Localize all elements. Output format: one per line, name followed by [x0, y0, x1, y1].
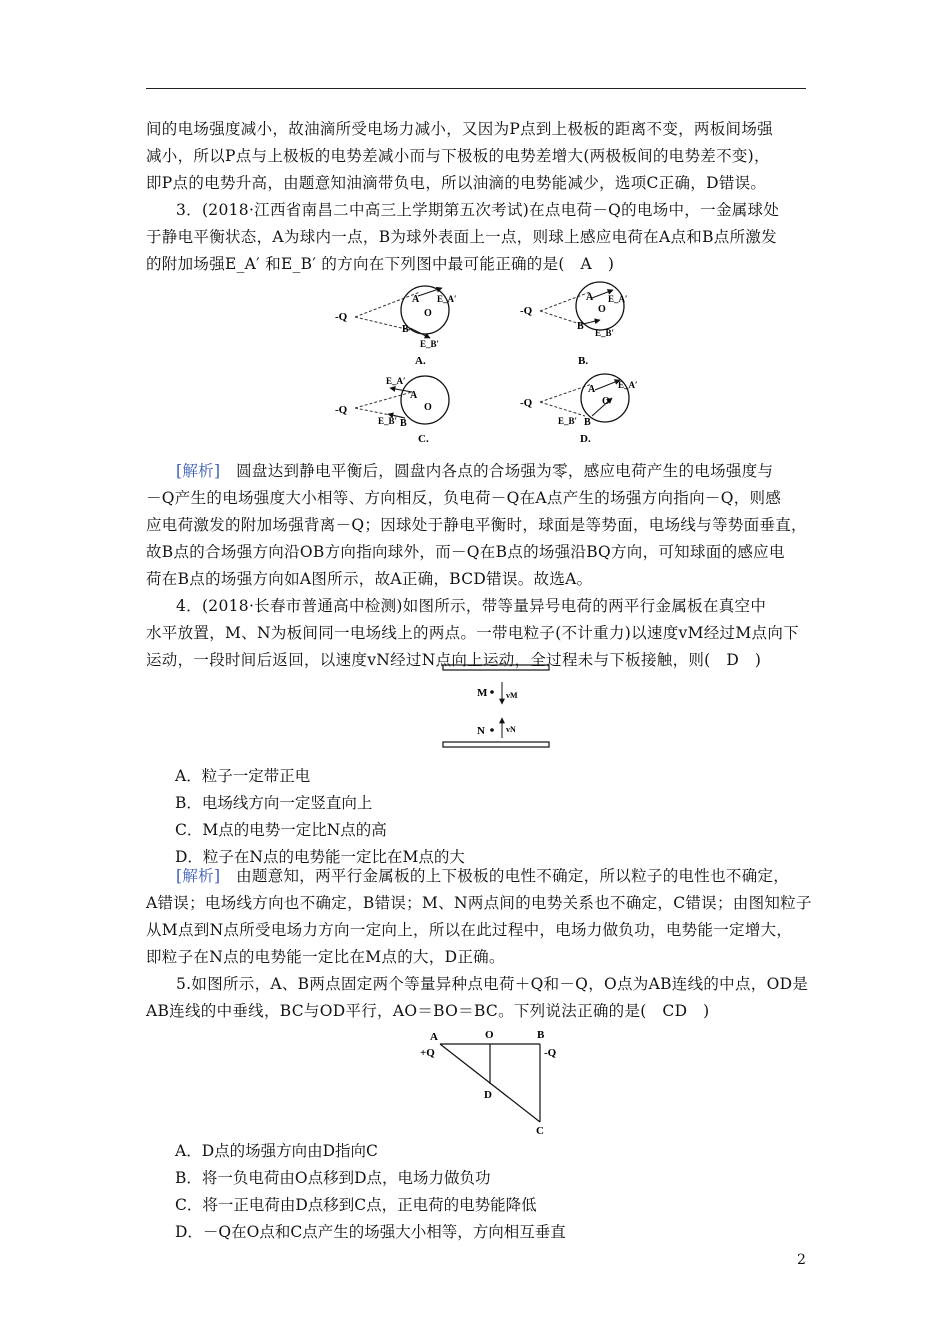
field-label: E_A′ [608, 294, 628, 304]
q5-option-c: C．将一正电荷由D点移到C点，正电荷的电势能降低 [175, 1196, 537, 1214]
charge-label: -Q [335, 404, 348, 416]
q3-diagram-c [335, 376, 449, 445]
q3-diagram-d [520, 374, 638, 445]
text-line: 减小，所以P点与上极板的电势差减小而与下极板的电势差增大(两极板间的电势差不变)， [146, 147, 770, 165]
charge-label: -Q [520, 305, 533, 317]
q4-option-c: C．M点的电势一定比N点的高 [175, 821, 387, 839]
q4-figure [440, 662, 555, 754]
text-line: 荷在B点的场强方向如A图所示，故A正确，BCD错误。故选A。 [146, 570, 593, 588]
caption: A. [415, 355, 426, 367]
q5-figure [418, 1026, 578, 1137]
q5-option-b: B．将一负电荷由O点移到D点，电场力做负功 [175, 1169, 491, 1187]
field-label: E_B′ [420, 339, 440, 349]
q3-figure [330, 280, 638, 450]
text-line: 运动，一段时间后返回，以速度vN经过N点向上运动，全过程未与下板接触，则( D ) [146, 651, 762, 669]
text-line: 即粒子在N点的电势能一定比在M点的大，D正确。 [146, 948, 505, 966]
question-3 [146, 197, 806, 278]
point-label: B [577, 321, 584, 332]
charge-label: +Q [420, 1047, 435, 1059]
q4-option-b: B．电场线方向一定竖直向上 [175, 794, 373, 812]
field-label: E_A′ [386, 376, 406, 386]
field-label: E_B′ [378, 416, 398, 426]
text-line: 3．(2018·江西省南昌二中高三上学期第五次考试)在点电荷－Q的电场中，一金属球处 [176, 201, 780, 219]
intro-paragraph [146, 116, 806, 197]
q4-option-d: D．粒子在N点的电势能一定比在M点的大 [175, 848, 465, 866]
point-label: B [584, 417, 591, 428]
point-label: N [477, 725, 485, 737]
point-label: B [402, 324, 409, 335]
point-label: A [430, 1031, 438, 1043]
charge-label: -Q [335, 311, 348, 323]
text-line: 圆盘达到静电平衡后，圆盘内各点的合场强为零，感应电荷产生的电场强度与 [236, 462, 774, 480]
point-label: D [484, 1089, 492, 1101]
text-line: 于静电平衡状态，A为球内一点，B为球外表面上一点，则球上感应电荷在A点和B点所激发 [146, 228, 777, 246]
point-label: B [537, 1029, 545, 1041]
point-label: A [588, 384, 596, 395]
point-label: O [598, 304, 606, 315]
field-label: E_A′ [437, 294, 457, 304]
point-label: A [586, 292, 594, 303]
page-number: 2 [797, 1252, 806, 1268]
q3-analysis [146, 458, 806, 593]
field-label: E_B′ [558, 416, 578, 426]
charge-label: -Q [544, 1047, 557, 1059]
q5-option-d: D．－Q在O点和C点产生的场强大小相等，方向相互垂直 [175, 1223, 566, 1241]
point-label: O [602, 396, 610, 407]
text-line: 的附加场强E_A′ 和E_B′ 的方向在下列图中最可能正确的是( A ) [146, 255, 615, 273]
text-line: 应电荷激发的附加场强背离－Q；因球处于静电平衡时，球面是等势面，电场线与等势面垂直， [146, 516, 807, 534]
point-label: O [424, 402, 432, 413]
header-rule [146, 88, 806, 89]
point-label: O [485, 1029, 494, 1041]
q4-analysis [146, 863, 812, 971]
q5-option-a: A．D点的场强方向由D指向C [175, 1142, 378, 1160]
velocity-label: vM [506, 691, 518, 700]
field-label: E_A′ [618, 380, 638, 390]
text-line: 5.如图所示，A、B两点固定两个等量异种点电荷＋Q和－Q，O点为AB连线的中点，OD是 [176, 975, 809, 993]
text-line: 4．(2018·长春市普通高中检测)如图所示，带等量异号电荷的两平行金属板在真空中 [176, 597, 767, 615]
q3-diagram-a [335, 286, 457, 367]
point-label: B [400, 418, 407, 429]
text-line: 即P点的电势升高，由题意知油滴带负电，所以油滴的电势能减少，选项C正确，D错误。 [146, 174, 767, 192]
point-label: A [412, 294, 420, 305]
point-label: M [477, 687, 488, 699]
point-label: O [424, 308, 432, 319]
caption: B. [578, 355, 589, 367]
text-line: －Q产生的电场强度大小相等、方向相反，负电荷－Q在A点产生的场强方向指向－Q，则感 [146, 489, 782, 507]
analysis-tag: [解析] [176, 867, 221, 885]
velocity-label: vN [506, 725, 516, 734]
point-label: A [410, 390, 418, 401]
q3-diagram-b [520, 282, 628, 367]
text-line: 由题意知，两平行金属板的上下极板的电性不确定，所以粒子的电性也不确定， [236, 867, 790, 885]
charge-label: -Q [520, 397, 533, 409]
text-line: A错误；电场线方向也不确定，B错误；M、N两点间的电势关系也不确定，C错误；由图知粒子 [146, 894, 812, 912]
text-line: 故B点的合场强方向沿OB方向指向球外，而－Q在B点的场强沿BQ方向，可知球面的感应电 [146, 543, 785, 561]
analysis-tag: [解析] [176, 462, 221, 480]
text-line: AB连线的中垂线，BC与OD平行，AO＝BO＝BC。下列说法正确的是( CD ) [146, 1002, 710, 1020]
text-line: 水平放置，M、N为板间同一电场线上的两点。一带电粒子(不计重力)以速度vM经过M点向下 [146, 624, 799, 642]
text-line: 从M点到N点所受电场力方向一定向上，所以在此过程中，电场力做负功，电势能一定增大， [146, 921, 793, 939]
caption: D. [580, 433, 591, 445]
question-5 [146, 971, 809, 1025]
point-label: C [536, 1125, 544, 1137]
field-label: E_B′ [595, 328, 615, 338]
caption: C. [418, 433, 429, 445]
q4-option-a: A．粒子一定带正电 [175, 767, 311, 785]
text-line: 间的电场强度减小，故油滴所受电场力减小，又因为P点到上极板的距离不变，两板间场强 [146, 120, 773, 138]
